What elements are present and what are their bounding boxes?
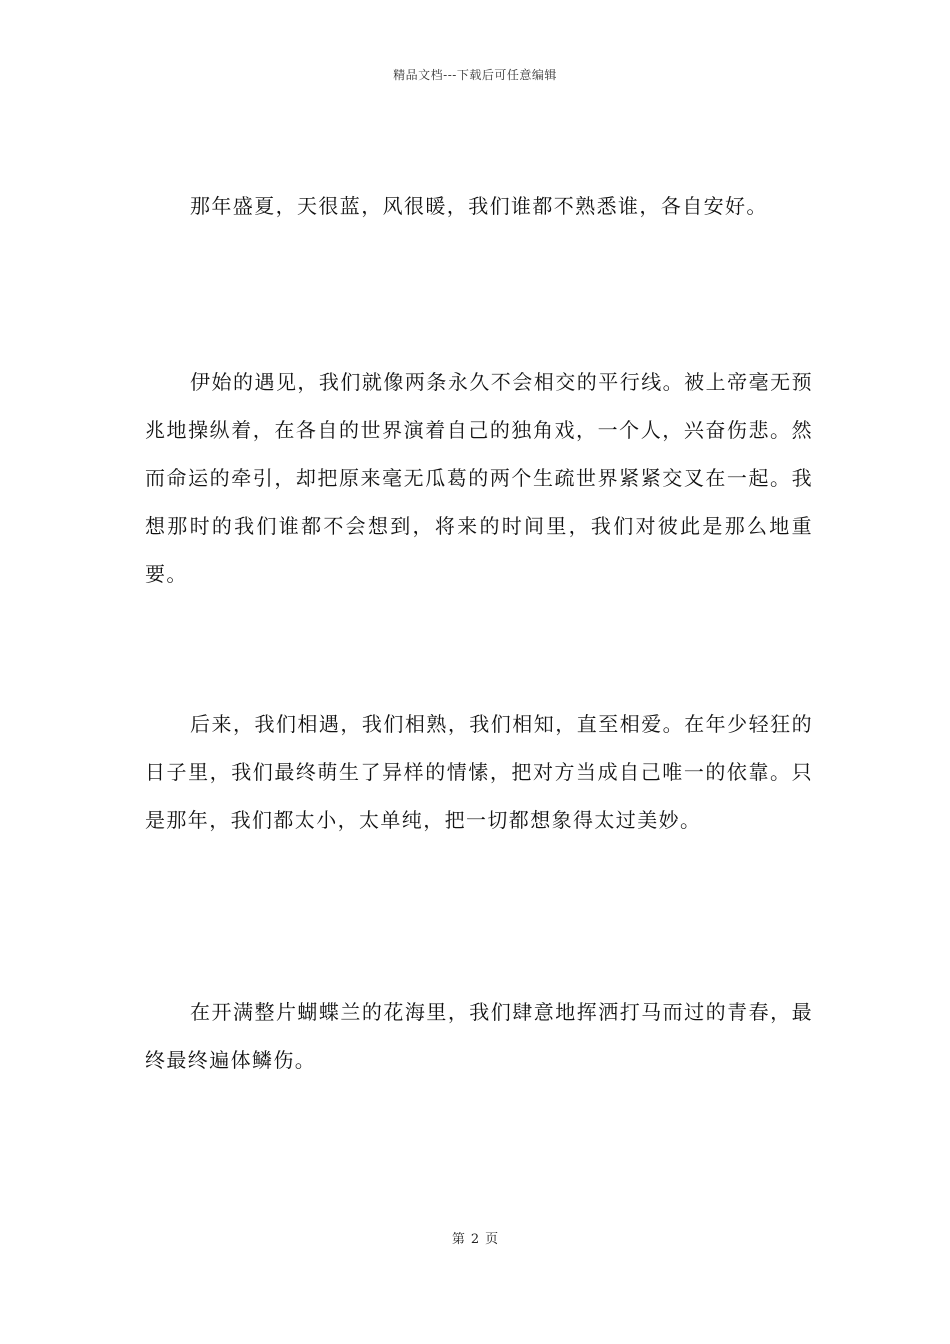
- paragraph-1: 那年盛夏，天很蓝，风很暖，我们谁都不熟悉谁，各自安好。: [190, 194, 768, 218]
- page-number-prefix: 第: [451, 1232, 465, 1247]
- page-number-suffix: 页: [485, 1232, 499, 1247]
- paragraph-2-block: [145, 358, 813, 598]
- paragraph-4: 在开满整片蝴蝶兰的花海里，我们肆意地挥洒打马而过的青春，最终最终遍体鳞伤。: [145, 1000, 813, 1072]
- page-footer: [0, 1228, 950, 1247]
- paragraph-3-block: [145, 700, 813, 844]
- page-number: 2: [470, 1232, 480, 1247]
- paragraph-4-block: [145, 988, 813, 1084]
- paragraph-1-block: [145, 182, 813, 230]
- paragraph-2: 伊始的遇见，我们就像两条永久不会相交的平行线。被上帝毫无预兆地操纵着，在各自的世界演着自己的独角戏，一个人，兴奋伤悲。然而命运的牵引，却把原来毫无瓜葛的两个生疏世界紧紧交叉在一起。我想那时的我们谁都不会想到，将来的时间里，我们对彼此是那么地重要。: [145, 370, 813, 586]
- page-header: 精品文档---下载后可任意编辑: [393, 68, 557, 82]
- paragraph-3: 后来，我们相遇，我们相熟，我们相知，直至相爱。在年少轻狂的日子里，我们最终萌生了异样的情愫，把对方当成自己唯一的依靠。只是那年，我们都太小，太单纯，把一切都想象得太过美妙。: [145, 712, 813, 832]
